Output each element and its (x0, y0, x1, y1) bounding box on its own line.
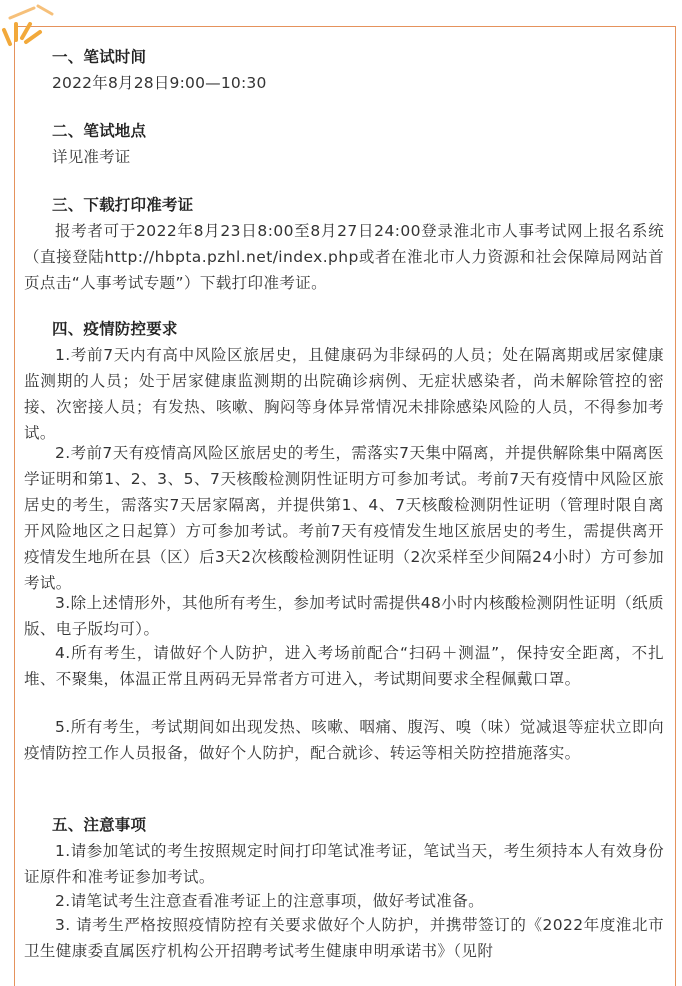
epidemic-item-2: 2.考前7天有疫情高风险区旅居史的考生，需落实7天集中隔离，并提供解除集中隔离医学证明和第1、2、3、5、7天核酸检测阴性证明方可参加考试。考前7天有疫情中风险区旅居史的考生，需落实7天居家隔离，并提供第1、4、7天核酸检测阴性证明（管理时限自离开风险地区之日起算）方可参加考试。考前7天有疫情发生地区旅居史的考生，需提供离开疫情发生地所在县（区）后3天2次核酸检测阴性证明（2次采样至少间隔24小时）方可参加考试。 (24, 444, 664, 592)
epidemic-item-4: 4.所有考生，请做好个人防护，进入考场前配合“扫码＋测温”，保持安全距离，不扎堆、不聚集，体温正常且两码无异常者方可进入，考试期间要求全程佩戴口罩。 (24, 644, 664, 688)
download-paragraph: 报考者可于2022年8月23日8:00至8月27日24:00登录淮北市人事考试网上报名系统（直接登陆http://hbpta.pzhl.net/index.php或者在淮北市人力资源和社会保障局网站首页点击“人事考试专题”）下载打印准考证。 (24, 222, 664, 292)
epidemic-item-5: 5.所有考生，考试期间如出现发热、咳嗽、咽痛、腹泻、嗅（味）觉减退等症状立即向疫情防控工作人员报备，做好个人防护，配合就诊、转运等相关防控措施落实。 (24, 718, 664, 762)
notes-item-2: 2.请笔试考生注意查看准考证上的注意事项，做好考试准备。 (55, 892, 484, 910)
burst-decoration-icon (0, 0, 60, 50)
heading-exam-place: 二、笔试地点 (52, 122, 147, 140)
notes-item-1: 1.请参加笔试的考生按照规定时间打印笔试准考证，笔试当天，考生须持本人有效身份证原件和准考证参加考试。 (24, 842, 664, 886)
notes-item-3: 3. 请考生严格按照疫情防控有关要求做好个人防护，并携带签订的《2022年度淮北市卫生健康委直属医疗机构公开招聘考试考生健康申明承诺书》（见附 (24, 916, 664, 960)
epidemic-item-1: 1.考前7天内有高中风险区旅居史，且健康码为非绿码的人员；处在隔离期或居家健康监测期的人员；处于居家健康监测期的出院确诊病例、无症状感染者，尚未解除管控的密接、次密接人员；有发热、咳嗽、胸闷等身体异常情况未排除感染风险的人员，不得参加考试。 (24, 346, 664, 442)
heading-download: 三、下载打印准考证 (52, 196, 194, 214)
epidemic-item-3: 3.除上述情形外，其他所有考生，参加考试时需提供48小时内核酸检测阴性证明（纸质版、电子版均可）。 (24, 594, 664, 638)
exam-time-value: 2022年8月28日9:00—10:30 (52, 74, 267, 92)
heading-epidemic: 四、疫情防控要求 (52, 320, 178, 338)
heading-exam-time: 一、笔试时间 (52, 48, 147, 66)
heading-notes: 五、注意事项 (52, 816, 147, 834)
exam-place-value: 详见准考证 (52, 148, 131, 166)
